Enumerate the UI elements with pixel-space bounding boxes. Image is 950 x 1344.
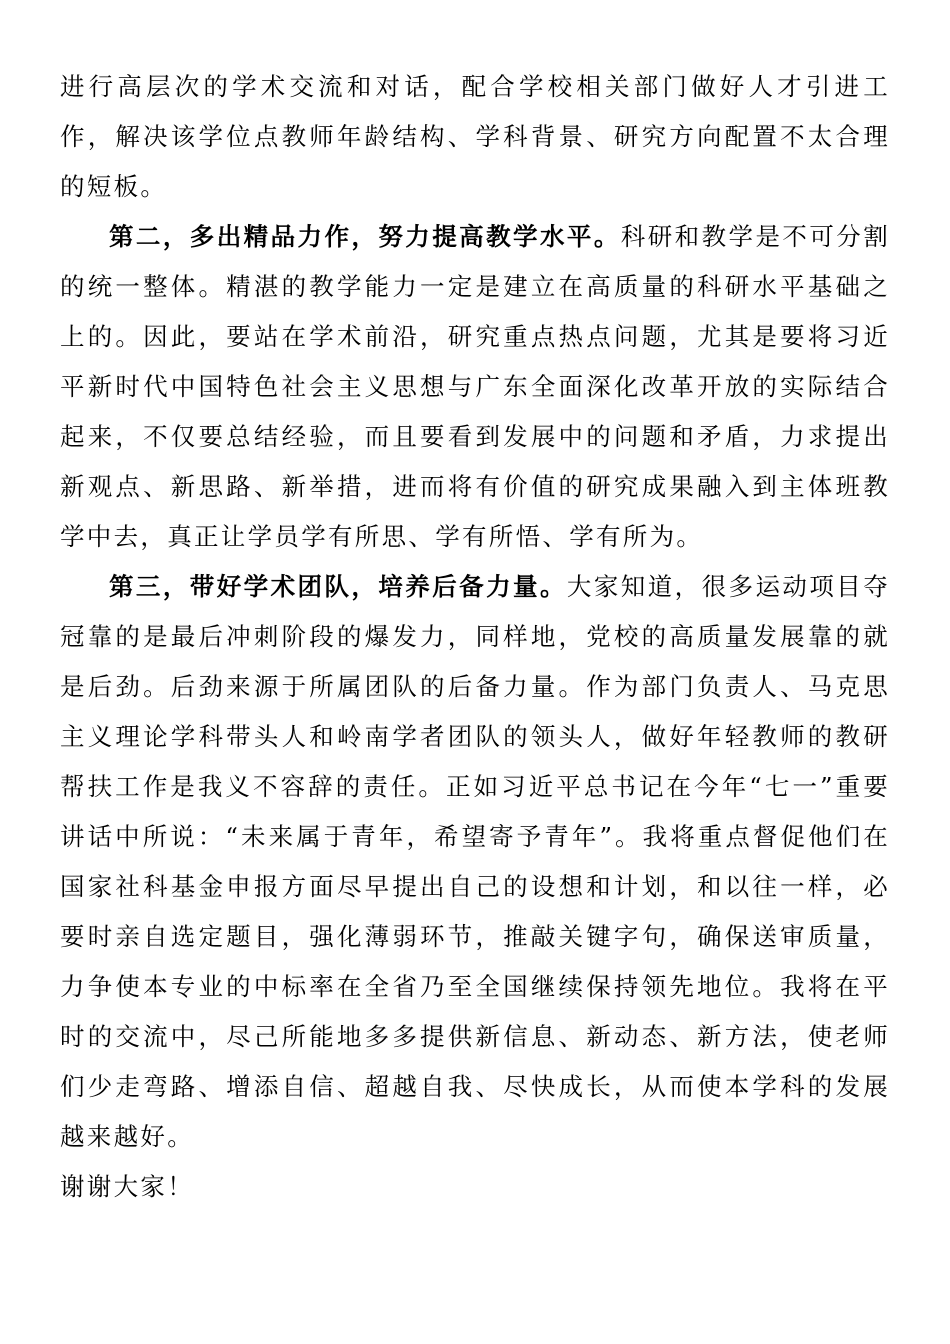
paragraph-heading: 第三，带好学术团队，培养后备力量。 [109, 572, 567, 601]
closing-text: 谢谢大家！ [60, 1172, 194, 1201]
paragraph-second-point [60, 212, 890, 562]
paragraph-heading: 第二，多出精品力作，努力提高教学水平。 [109, 222, 621, 251]
paragraph-third-point [60, 562, 890, 1162]
paragraph-continued [60, 62, 890, 212]
paragraph-text: 进行高层次的学术交流和对话，配合学校相关部门做好人才引进工作，解决该学位点教师年龄结构、学科背景、研究方向配置不太合理的短板。 [60, 72, 890, 201]
closing-remark [60, 1162, 890, 1212]
paragraph-text: 科研和教学是不可分割的统一整体。精湛的教学能力一定是建立在高质量的科研水平基础之上的。因此，要站在学术前沿，研究重点热点问题，尤其是要将习近平新时代中国特色社会主义思想与广东全面深化改革开放的实际结合起来，不仅要总结经验，而且要看到发展中的问题和矛盾，力求提出新观点、新思路、新举措，进而将有价值的研究成果融入到主体班教学中去，真正让学员学有所思、学有所悟、学有所为。 [60, 222, 891, 551]
document-body [60, 62, 890, 1212]
paragraph-text: 大家知道，很多运动项目夺冠靠的是最后冲刺阶段的爆发力，同样地，党校的高质量发展靠的就是后劲。后劲来源于所属团队的后备力量。作为部门负责人、马克思主义理论学科带头人和岭南学者团队的领头人，做好年轻教师的教研帮扶工作是我义不容辞的责任。正如习近平总书记在今年“七一”重要讲话中所说：“未来属于青年，希望寄予青年”。我将重点督促他们在国家社科基金申报方面尽早提出自己的设想和计划，和以往一样，必要时亲自选定题目，强化薄弱环节，推敲关键字句，确保送审质量，力争使本专业的中标率在全省乃至全国继续保持领先地位。我将在平时的交流中，尽己所能地多多提供新信息、新动态、新方法，使老师们少走弯路、增添自信、超越自我、尽快成长，从而使本学科的发展越来越好。 [60, 572, 890, 1151]
